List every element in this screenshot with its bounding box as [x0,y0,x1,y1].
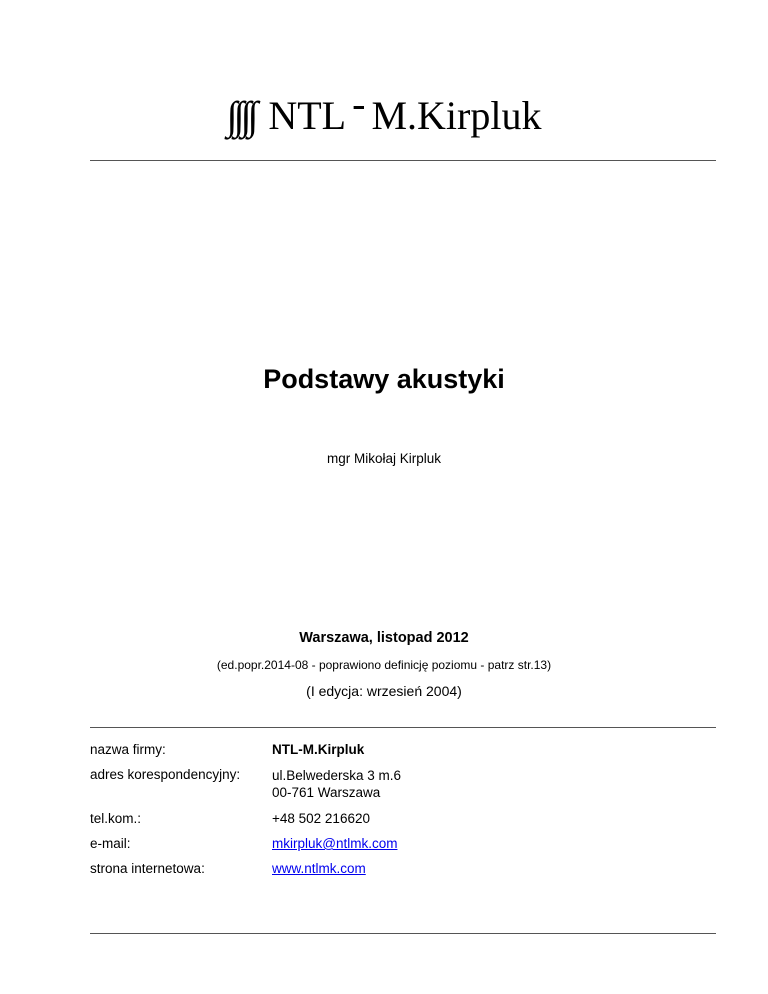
address-line-1: ul.Belwederska 3 m.6 [272,768,402,783]
author-name: mgr Mikołaj Kirpluk [326,451,442,466]
phone-value: +48 502 216620 [272,811,370,826]
website-value-cell [272,861,716,876]
edition-note: (ed.popr.2014-08 - poprawiono definicję poziomu - patrz str.13) [216,658,552,672]
address-line-2: 00-761 Warszawa [272,785,381,800]
company-logo [0,81,768,140]
contact-row-address [90,767,716,801]
email-label: e-mail: [90,836,131,851]
address-label: adres korespondencyjny: [90,767,241,782]
company-label: nazwa firmy: [90,742,166,757]
logo-name-left: NTL [268,93,347,138]
footer-divider [90,933,716,934]
address-value [272,767,716,801]
contact-info [90,742,716,886]
document-title: Podstawy akustyki [263,364,505,394]
header-divider [90,160,716,161]
company-value: NTL-M.Kirpluk [272,742,365,757]
contact-row-company [90,742,716,757]
logo-dash: - [352,81,366,126]
contact-divider-top [90,727,716,728]
email-link[interactable]: mkirpluk@ntlmk.com [272,836,398,851]
contact-row-phone [90,811,716,826]
contact-row-website [90,861,716,876]
place-date: Warszawa, listopad 2012 [299,630,469,646]
phone-label: tel.kom.: [90,811,142,826]
website-label: strona internetowa: [90,861,205,876]
contact-row-email [90,836,716,851]
website-link[interactable]: www.ntlmk.com [272,861,366,876]
email-value-cell [272,836,716,851]
first-edition-note: (I edycja: wrzesień 2004) [306,683,462,699]
logo-name-right: M.Kirpluk [371,93,542,138]
logo-mark-icon: ∫∫∫∫ [226,93,255,138]
